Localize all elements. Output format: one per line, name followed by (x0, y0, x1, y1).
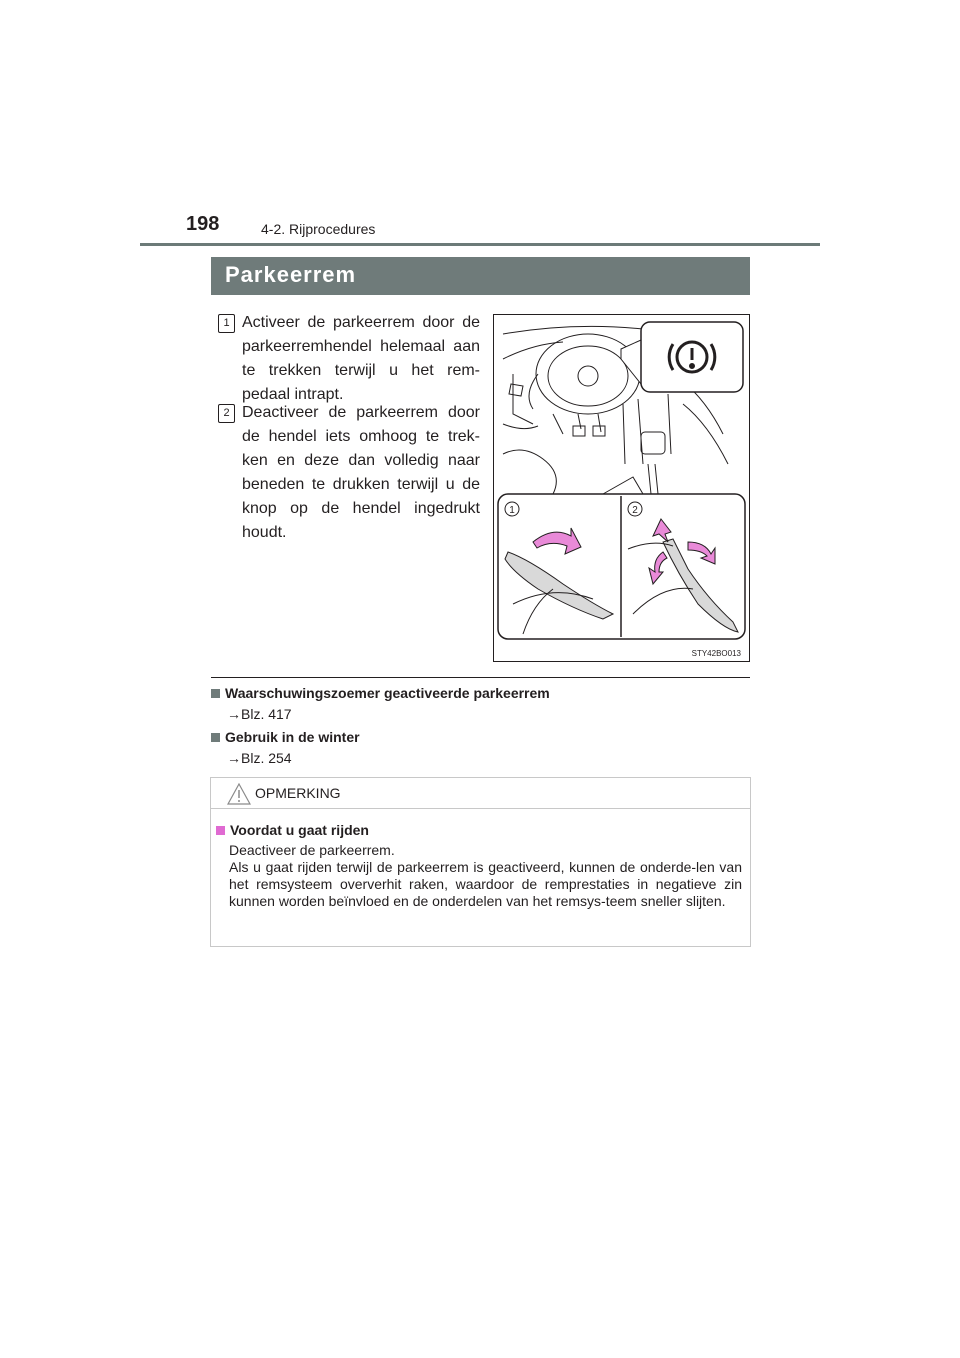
callout-1-number: 1 (509, 505, 515, 516)
warning-triangle-icon (227, 783, 251, 805)
notice-line-1: Deactiveer de parkeerrem. (229, 842, 395, 858)
page-reference-link[interactable]: →Blz. 417 (227, 706, 292, 722)
note-heading-winter (211, 729, 360, 745)
illustration-code: STY42BO013 (691, 649, 741, 658)
step-text: Activeer de parkeerrem door de parkeerremhendel helemaal aan te trekken terwijl u het rem-pedaal intrapt. (242, 314, 480, 403)
notice-line-2: Als u gaat rijden terwijl de parkeerrem is geactiveerd, kunnen de onderde-len van het remsysteem oververhit raken, waardoor de remprestaties in negatieve zin kunnen worden beïnvloed en de onderdelen van het remsys-teem sneller slijten. (229, 859, 742, 909)
step-number: 1 (218, 314, 235, 333)
parking-brake-illustration (493, 314, 750, 662)
note-heading-buzzer (211, 685, 550, 701)
step-2 (218, 401, 480, 545)
header-divider (140, 243, 820, 246)
notice-subheading (216, 822, 369, 838)
page-reference-link[interactable]: →Blz. 254 (227, 750, 292, 766)
note-heading-text: Gebruik in de winter (225, 729, 360, 745)
square-bullet-icon (211, 689, 220, 698)
section-title: 4-2. Rijprocedures (261, 221, 376, 237)
square-bullet-icon (216, 826, 225, 835)
step-text: Deactiveer de parkeerrem door de hendel iets omhoog te trek-ken en deze dan volledig naar beneden te drukken terwijl u de knop op de hendel ingedrukt houdt. (242, 404, 480, 541)
notice-label: OPMERKING (255, 785, 341, 801)
step-1 (218, 311, 480, 407)
step-number: 2 (218, 404, 235, 423)
notice-subheading-text: Voordat u gaat rijden (230, 822, 369, 838)
title-bar (211, 257, 750, 295)
page-title: Parkeerrem (225, 262, 357, 287)
notice-body (229, 842, 742, 910)
notice-box (210, 777, 751, 947)
square-bullet-icon (211, 733, 220, 742)
callout-2-number: 2 (632, 505, 638, 516)
page-number: 198 (186, 213, 220, 235)
notice-header (211, 778, 750, 809)
section-divider (211, 677, 750, 678)
note-heading-text: Waarschuwingszoemer geactiveerde parkeerrem (225, 685, 550, 701)
